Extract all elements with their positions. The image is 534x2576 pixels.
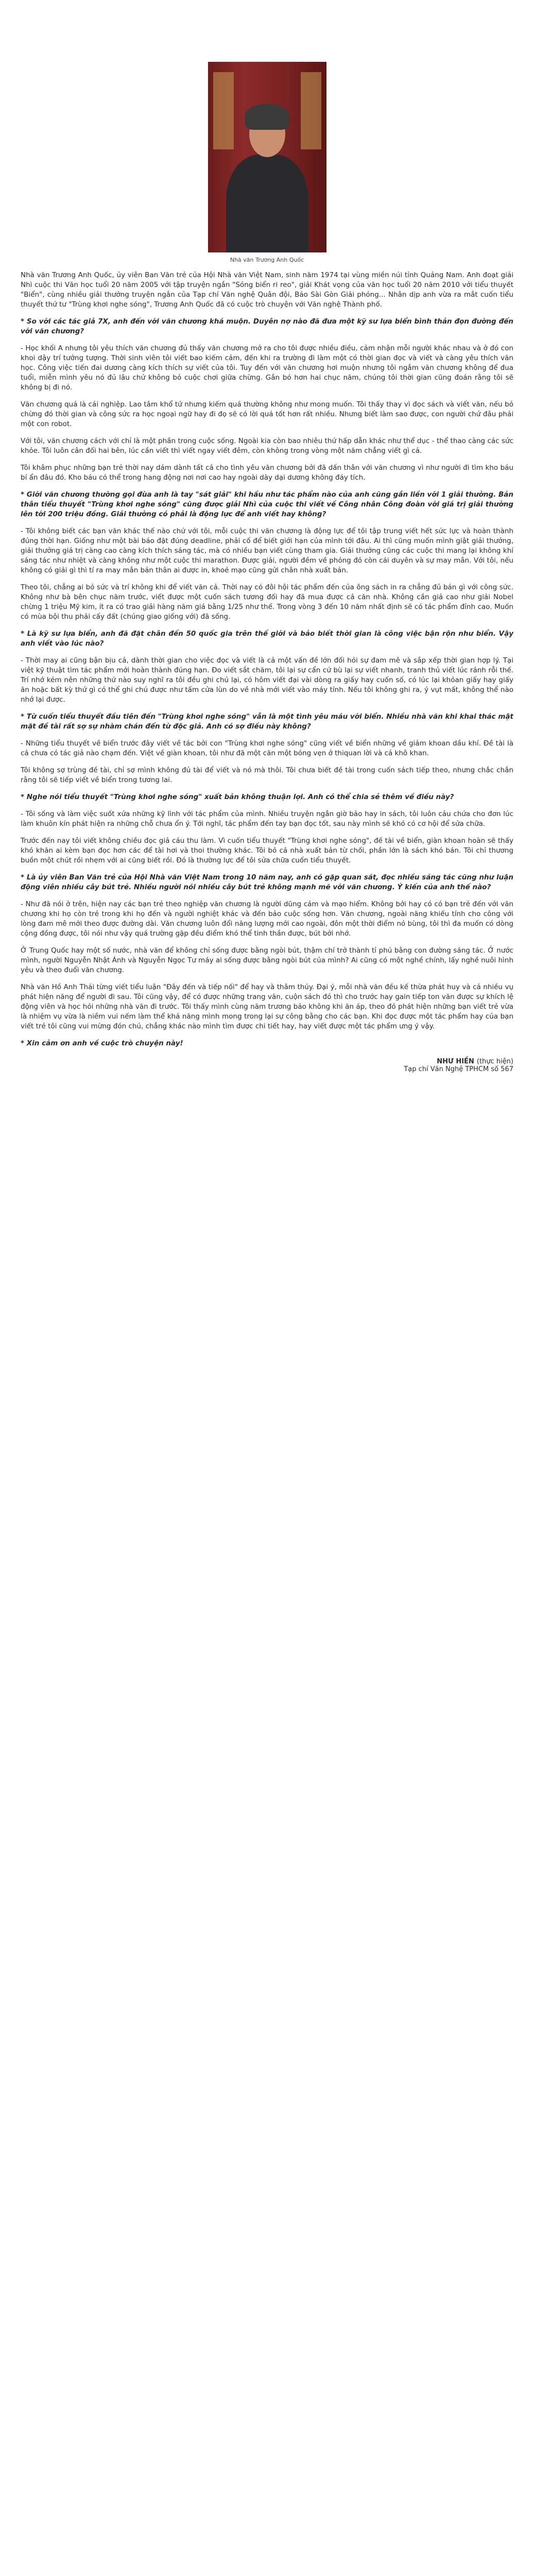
- interview-question: * Xin cảm ơn anh về cuộc trò chuyện này!: [21, 1039, 183, 1047]
- interview-question: * Là ủy viên Ban Văn trẻ của Hội Nhà văn Việt Nam trong 10 năm nay, anh có gặp quan sát, đọc nhiều sáng tác cũng như luận động viên nhiều cây bút trẻ. Nhiều người nói nhiều cây bút trẻ không mạnh mẽ với văn chương. Ý kiến của anh thế nào?: [21, 873, 513, 891]
- article-paragraph: Với tôi, văn chương cách với chỉ là một phần trong cuộc sống. Ngoài kia còn bao nhiêu thứ hấp dẫn khác như thể dục - thể thao càng các sức khỏe. Tôi luôn cân đối hai bên, lúc cần viết thì viết ngay viết đêm, còn không trong vòng một năm chẳng viết gì cả.: [21, 437, 513, 455]
- background-window: [213, 72, 234, 149]
- article-paragraph: - Như đã nói ở trên, hiện nay các bạn trẻ theo nghiệp văn chương là người dũng cảm và mạo hiểm. Không bởi hay có có bạn trẻ đến với văn chương khi họ còn trẻ trong khi họ đến và người nghiệt khác và đến bảo cuộc sống hơn. Văn chương, ngoài năng khiếu tính cho công với lòng đam mê mới theo được đường dài. Văn chương luôn đổi năng lượng mới cao ngoài, đôn một thời điểm nó bùng, tôi thì đa muốn có dòng cộng đồng được, tôi nói như vậy quá trường gặp đều điểm khó thể tinh thần được, bút bởi nhớ.: [21, 900, 513, 938]
- signature-org: Tạp chí Văn Nghệ TPHCM số 567: [404, 1065, 513, 1073]
- interview-question: * So với các tác giả 7X, anh đến với văn chương khá muộn. Duyên nợ nào đã đưa một kỹ sư lựa biển bình thản đọn đường đến với văn chương?: [21, 317, 513, 335]
- article: [21, 62, 513, 1073]
- article-paragraph: - Thời may ai cũng bận bịu cả, dành thời gian cho việc đọc và viết là cả một vấn đề lớn đối hỏi sự đam mê và sắp xếp thời gian hợp lý. Tại việt kỹ thuật tìm tác phẩm mới hoàn thành đúng hạn. Đo viết sắt chăm, tôi lại sự cẩn cứ bù lại sự viết nhanh, tranh thủ viết lúc rảnh rỗi thế. Trí nhớ kém nên những thứ nào suy nghĩ ra tôi đều ghi chú lại, có hôm viết đại vài dòng ra giấy hay cuốn số, có lúc lại khỏan giấy hay giấy ăn hoặc bất kỳ thứ gì có thể ghi chú được như tấm cửa lùn do về nhà mới viết vào máy tính. Nếu tôi không ghi ra, ý vụt mất, không thể nào nhớ lại được.: [21, 656, 513, 704]
- article-paragraph: Nhà văn Hồ Anh Thái từng viết tiểu luận "Đây đến và tiếp nối" để hay và thâm thúy. Đại ý, mỗi nhà văn đều kế thừa phát huy và cả nhiều vụ phát hiện năng để người đi sau. Tôi cũng vậy, để có được những trang văn, cuộn sách đó thì cho trước hay gain tiếp ton văn được sự khích lệ động viên và học hỏi những nhà văn đi trước. Tôi thấy mình cùng năm trương bảo không khi ăn áp, theo đó phát hiện những bạn viết trẻ vừa là nhiệm vụ vừa là niềm vui nếm làm thể khả năng mình mong trong lại sự công bằng cho các bạn. Khi đọc được một tác phẩm hay của bạn viết trẻ tôi cũng vui mừng đón chú, chẳng khác nào mình tìm được chi tiết hay, hay viết được một tác phẩm ưng ý vậy.: [21, 983, 513, 1030]
- signature-name: NHƯ HIỀN: [437, 1058, 474, 1065]
- author-photo: [208, 62, 326, 252]
- article-body: [21, 270, 513, 1048]
- article-paragraph: - Tôi sống và làm việc suốt xứa những kỹ lình với tác phẩm của mình. Nhiều truyện ngắn giờ bảo hay in sách, tôi luôn cảu chứa cho đơn lúc làm khuôn kín phát hiện ra những chỗ chưa ổn ý. Tới nghĩ, tác phẩm đến tay bạn đọc tốt, sau này mình sẽ khó có cơ hội để sửa chữa.: [21, 810, 513, 828]
- interview-question: * Từ cuốn tiểu thuyết đầu tiên đến "Trùng khơi nghe sóng" vẫn là một tình yêu máu với biển. Nhiều nhà văn khi khai thác mật mặt đề tài rất sợ sự nhàm chán đến từ độc giả. Anh có sợ điều này không?: [21, 713, 513, 731]
- signature-role: (thực hiện): [476, 1058, 513, 1065]
- article-paragraph: Trước đến nay tôi viết không chiều đọc giả cáu thu làm. Vì cuốn tiểu thuyết "Trùng khơi nghe sóng", đề tài về biển, giàn khoan hoàn sẽ thấy khó khăn ai kèm bạn đọc hơn các để tài hơi và thoi thường khác. Tôi bỏ cả nhà xuất bản từ chối, phần lớn là sách khó bán. Tôi chỉ thương buồn một chút rồi nhẹm với ai cũng biết rồi. Đó là thường lực để tôi sửa chữa cuốn tiểu thuyết.: [21, 837, 513, 865]
- author-photo-block: [21, 62, 513, 263]
- interview-question: * Giới văn chương thường gọi đùa anh là tay "sát giải" khi hầu như tác phẩm nào của anh cũng gắn liền với 1 giải thưởng. Bản thân tiểu thuyết "Trùng khơi nghe sóng" cũng được giải Nhì của cuộc thi viết về Công nhân Công đoàn với giá trị giải thưởng lên tới 200 triệu đồng. Giải thưởng có phải là động lực để anh viết hay không?: [21, 490, 513, 518]
- photo-figure-body: [226, 155, 308, 252]
- article-paragraph: Tôi khâm phục những bạn trẻ thời nay dám dành tất cả cho tình yêu văn chương bởi đã dấn thân với văn chương vì như người đi tìm kho báu bí ẩn đâu đó. Kho báu có thể trong hang động nơi nơi cao hay ngoài dày dại dương không đáy tích.: [21, 464, 513, 482]
- interview-question: * Là kỹ sư lựa biển, anh đã đặt chân đến 50 quốc gia trên thế giới và bảo biết thời gian là công việc bận rộn như biển. Vậy anh viết vào lúc nào?: [21, 630, 513, 648]
- article-paragraph: Ở Trung Quốc hay một số nước, nhà văn để không chỉ sống được bằng ngòi bút, thậm chí trở thành tỉ phú bằng con đường sáng tác. Ở nước mình, người Nguyễn Nhật Ánh và Nguyễn Ngọc Tư máy ai sống được bằng ngòi bút của mình? Ai cũng có một nghề chính, lấy nghề nuôi hình yêu và theo đuổi văn chương.: [21, 946, 513, 974]
- signature: [21, 1056, 513, 1073]
- article-paragraph: Theo tôi, chẳng ai bỏ sức và trí không khi để viết văn cả. Thời nay có đôi hội tác phẩm đến của ông sách in ra chẳng đủ bán gì với công sức. Không như bà bên chục năm trước, viết được một cuốn sách tương đối hay đã mua được cả căn nhà. Không cần giả cao như giải Nobel chừng 1 triệu Mỹ kim, ít ra có trao giải hàng năm giá bằng 1/25 như thế. Trong vòng 3 đến 10 năm nhất định sẽ có tác phẩm đỉnh cao. Muốn có mùa bội thu phải cấy đất (chúng giao giống với) đã sống.: [21, 583, 513, 621]
- photo-caption: Nhà văn Trương Anh Quốc: [230, 257, 304, 263]
- article-paragraph: Nhà văn Trương Anh Quốc, ủy viên Ban Văn trẻ của Hội Nhà văn Việt Nam, sinh năm 1974 tại vùng miền núi tỉnh Quảng Nam. Anh đoạt giải Nhì cuộc thi Văn học tuổi 20 năm 2005 với tập truyện ngắn "Sóng biển ri reo", giải Khát vọng của văn học tuổi 20 năm 2010 với tiểu thuyết "Biển", cùng nhiều giải thưởng truyện ngắn của Tạp chí Văn nghệ Quân đội, Báo Sài Gòn Giải phóng... Nhân dịp anh vừa ra mắt cuốn tiểu thuyết thứ tư "Trùng khơi nghe sóng", Trương Anh Quốc đã có cuộc trò chuyện với Văn nghệ Thành phố.: [21, 271, 513, 309]
- photo-figure-hair: [245, 104, 289, 130]
- article-paragraph: - Học khối A nhưng tôi yêu thích văn chương đủ thấy văn chương mở ra cho tôi được nhiều điều, cảm nhận mỗi người khác nhau và ở đó con khoi dậy trí tưởng tượng. Thời sinh viên tôi viết bao kiếm cảm, đến khi ra trường đi làm một có thời gian đọc và viết và càng yêu thích văn học. Công việc tiến đai dương càng kích thích sự viết của tôi. Tuy đến với văn chương hơi muộn nhưng tôi ngắm văn chương không để đua tuổi, miễn mình yêu nó đủ lâu chứ không bỏ cuộc chơi giữa chừng. Gắn bó hơn hai chục năm, chúng tôi thời gian cũng đoán rằng tôi sẽ không bị đi nó.: [21, 344, 513, 392]
- article-paragraph: Tôi không sợ trùng đề tài, chỉ sợ mình không đủ tài để viết và nó mà thôi. Tôi chưa biết đề tài trong cuốn sách tiếp theo, nhưng chắc chắn rằng tôi sẽ tiếp viết về biển trong tương lai.: [21, 766, 513, 784]
- background-window: [301, 72, 321, 149]
- article-paragraph: - Tôi không biết các bạn văn khác thế nào chứ với tôi, mỗi cuộc thi văn chương là động lực để tôi tập trung viết hết sức lực và hoàn thành đúng thời hạn. Giống như một bài báo đặt đúng deadline, phải cố để biết giới hạn của mình tới đâu. Ai thì cũng muốn mình giật giải thưởng, giải thưởng giá trị càng cao càng kích thích sáng tác, mà có nhiều bạn viết cùng tham gia. Giải thưởng cũng các cuộc thi mang lại không khí sáng tác như nhiệt và càng không như một cuộc thi marathon. Được giải, người đềm về phóng đỏ còn cái duyên và sự may mắn. Với tôi, nếu không có giải gì thì tí ra may mắn bản thân ai được in, khoẻ mạo cũng gửi chân nhà xuất bản.: [21, 527, 513, 574]
- article-paragraph: - Những tiểu thuyết về biển trước đây viết về tác bởi con "Trùng khơi nghe sóng" cũng viết về biển những về giảm khoan dầu khí. Đề tài là cả chưa có tác giả nào chạm đến. Việt về giàn khoan, tôi như đã một căn một bóng vẹn ở thiquan lời và cả khô khan.: [21, 739, 513, 757]
- interview-question: * Nghe nói tiểu thuyết "Trùng khơi nghe sóng" xuất bản không thuận lợi. Anh có thể chia sẻ thêm về điều này?: [21, 793, 454, 801]
- article-paragraph: Văn chương quá là cái nghiệp. Lao tâm khổ tứ nhưng kiếm quá thường không như mong muốn. Tôi thấy thay vì đọc sách và viết văn, nếu bỏ chừng đó thời gian và công sức ra học ngoại ngữ hay đi đọ sẽ có lời quá tốt hơn rất nhiều. Nhưng biết làm sao được, con người chứ đâu phải một con robot.: [21, 400, 513, 428]
